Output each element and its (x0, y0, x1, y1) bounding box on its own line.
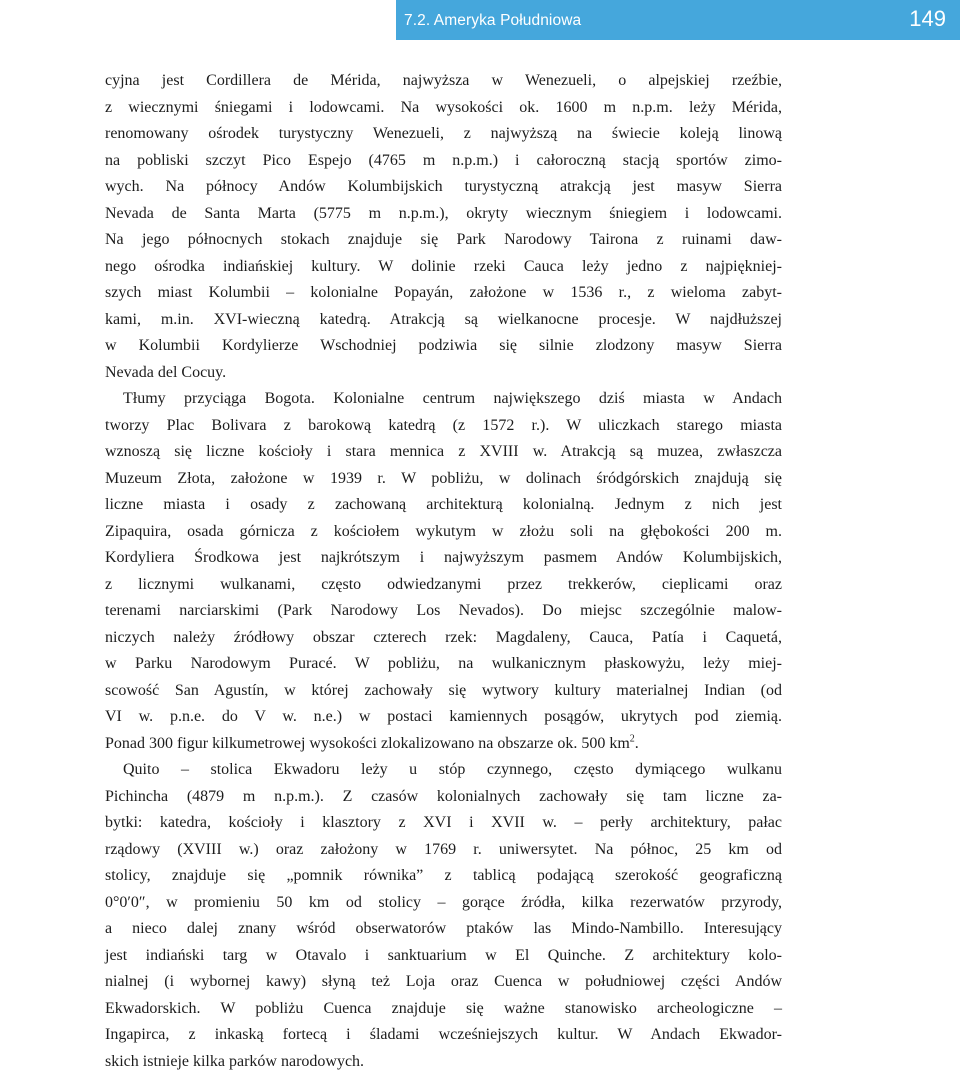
text-line: wych. Na północy Andów Kolumbijskich turystyczną atrakcją jest masyw Sierra (105, 174, 782, 201)
text-line: szych miast Kolumbii – kolonialne Popayán, założone w 1536 r., z wieloma zabyt- (105, 280, 782, 307)
area-superscript: 2 (630, 733, 635, 744)
text-line: Ekwadorskich. W pobliżu Cuenca znajduje się ważne stanowisko archeologiczne – (105, 996, 782, 1023)
text-line: liczne miasta i osady z zachowaną architekturą kolonialną. Jednym z nich jest (105, 492, 782, 519)
area-suffix: . (635, 735, 639, 752)
text-line (105, 731, 782, 758)
text-line: Nevada de Santa Marta (5775 m n.p.m.), okryty wiecznym śniegiem i lodowcami. (105, 201, 782, 228)
text-line: tworzy Plac Bolivara z barokową katedrą (z 1572 r.). W uliczkach starego miasta (105, 413, 782, 440)
text-line: terenami narciarskimi (Park Narodowy Los Nevados). Do miejsc szczególnie malow- (105, 598, 782, 625)
text-line: Tłumy przyciąga Bogota. Kolonialne centrum największego dziś miasta w Andach (105, 386, 782, 413)
text-line: w Kolumbii Kordylierze Wschodniej podziwia się silnie zlodzony masyw Sierra (105, 333, 782, 360)
text-line: stolicy, znajduje się „pomnik równika” z tablicą podającą szerokość geograficzną (105, 863, 782, 890)
text-line: wznoszą się liczne kościoły i stara mennica z XVIII w. Atrakcją są muzea, zwłaszcza (105, 439, 782, 466)
section-title: 7.2. Ameryka Południowa (404, 12, 581, 30)
text-line: Quito – stolica Ekwadoru leży u stóp czynnego, często dymiącego wulkanu (105, 757, 782, 784)
text-line: Zipaquira, osada górnicza z kościołem wykutym w złożu soli na głębokości 200 m. (105, 519, 782, 546)
body-text (105, 68, 782, 1075)
page-header (396, 0, 960, 40)
text-line: Nevada del Cocuy. (105, 360, 782, 387)
text-line: nego ośrodka indiańskiej kultury. W dolinie rzeki Cauca leży jedno z najpiękniej- (105, 254, 782, 281)
text-line: VI w. p.n.e. do V w. n.e.) w postaci kamiennych posągów, ukrytych pod ziemią. (105, 704, 782, 731)
text-line: skich istnieje kilka parków narodowych. (105, 1049, 782, 1075)
text-line: cyjna jest Cordillera de Mérida, najwyższa w Wenezueli, o alpejskiej rzeźbie, (105, 68, 782, 95)
text-line: Pichincha (4879 m n.p.m.). Z czasów kolonialnych zachowały się tam liczne za- (105, 784, 782, 811)
text-line: kami, m.in. XVI-wieczną katedrą. Atrakcją są wielkanocne procesje. W najdłuższej (105, 307, 782, 334)
page-number: 149 (909, 6, 946, 32)
text-line: rządowy (XVIII w.) oraz założony w 1769 r. uniwersytet. Na północ, 25 km od (105, 837, 782, 864)
text-line-content: Ponad 300 figur kilkumetrowej wysokości zlokalizowano na obszarze ok. 500 km (105, 735, 630, 752)
text-line: scowość San Agustín, w której zachowały się wytwory kultury materialnej Indian (od (105, 678, 782, 705)
text-line: na pobliski szczyt Pico Espejo (4765 m n.p.m.) i całoroczną stacją sportów zimo- (105, 148, 782, 175)
text-line: Na jego północnych stokach znajduje się Park Narodowy Tairona z ruinami daw- (105, 227, 782, 254)
text-line: Muzeum Złota, założone w 1939 r. W pobliżu, w dolinach śródgórskich znajdują się (105, 466, 782, 493)
text-line: Kordyliera Środkowa jest najkrótszym i najwyższym pasmem Andów Kolumbijskich, (105, 545, 782, 572)
text-line: z wiecznymi śniegami i lodowcami. Na wysokości ok. 1600 m n.p.m. leży Mérida, (105, 95, 782, 122)
text-line: nialnej (i wybornej kawy) słyną też Loja oraz Cuenca w południowej części Andów (105, 969, 782, 996)
text-line: 0°0′0″, w promieniu 50 km od stolicy – gorące źródła, kilka rezerwatów przyrody, (105, 890, 782, 917)
text-line: w Parku Narodowym Puracé. W pobliżu, na wulkanicznym płaskowyżu, leży miej- (105, 651, 782, 678)
text-line: z licznymi wulkanami, często odwiedzanymi przez trekkerów, cieplicami oraz (105, 572, 782, 599)
text-line: Ingapirca, z inkaską fortecą i śladami wcześniejszych kultur. W Andach Ekwador- (105, 1022, 782, 1049)
text-line: bytki: katedra, kościoły i klasztory z XVI i XVII w. – perły architektury, pałac (105, 810, 782, 837)
text-line: niczych należy źródłowy obszar czterech rzek: Magdaleny, Cauca, Patía i Caquetá, (105, 625, 782, 652)
text-line: a nieco dalej znany wśród obserwatorów ptaków las Mindo-Nambillo. Interesujący (105, 916, 782, 943)
text-line: renomowany ośrodek turystyczny Wenezueli, z najwyższą na świecie koleją linową (105, 121, 782, 148)
text-line: jest indiański targ w Otavalo i sanktuarium w El Quinche. Z architektury kolo- (105, 943, 782, 970)
